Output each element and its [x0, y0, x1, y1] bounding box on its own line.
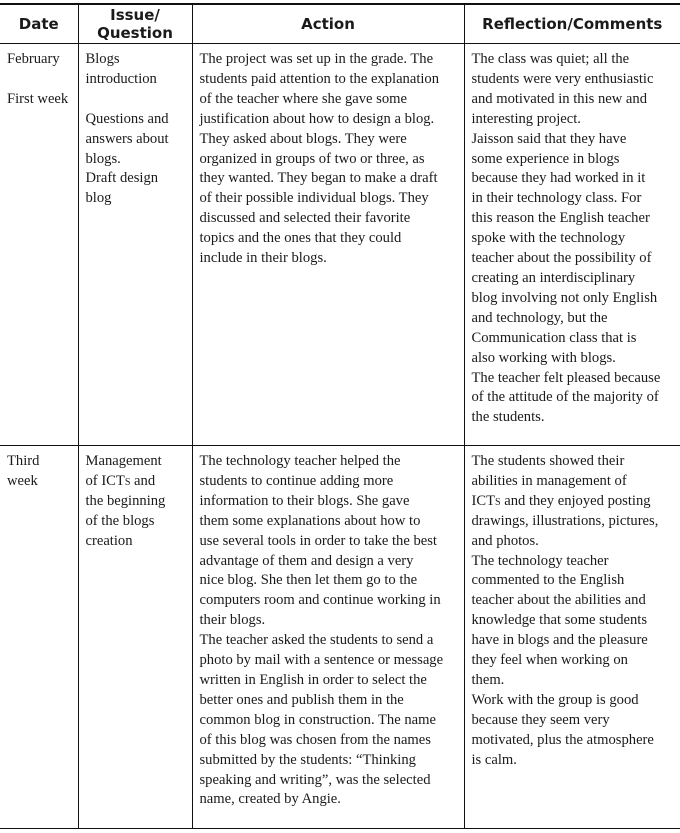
- text-line: Communication class that is: [471, 329, 637, 346]
- text-line: Jaisson said that they have: [471, 130, 627, 147]
- text-line: motivated, plus the atmosphere: [471, 731, 654, 748]
- text-line: The project was set up in the grade. The: [199, 51, 434, 67]
- text-line: them.: [471, 671, 505, 688]
- text-line: use several tools in order to take the best: [199, 532, 437, 549]
- text-line: because they seem very: [471, 711, 610, 728]
- text-line: introduction: [85, 70, 157, 87]
- text-line: blogs.: [85, 150, 121, 167]
- text-line: The class was quiet; all the: [471, 51, 630, 67]
- text-line: teacher about the possibility of: [471, 250, 652, 267]
- text-line: abilities in management of: [471, 472, 627, 489]
- text-line: in their technology class. For: [471, 190, 642, 207]
- text-line: organized in groups of two or three, as: [199, 150, 425, 167]
- date-cell: [0, 446, 78, 829]
- text-line: The teacher felt pleased because: [471, 369, 661, 386]
- text-line: submitted by the students: “Thinking: [199, 751, 416, 768]
- text-line: The students showed their: [471, 453, 625, 469]
- text-line: advantage of them and design a very: [199, 552, 414, 569]
- text-line: of the attitude of the majority of: [471, 389, 659, 406]
- text-line: Draft design: [85, 170, 159, 187]
- text-line: better ones and publish them in the: [199, 691, 404, 708]
- text-line: have in blogs and the pleasure: [471, 632, 648, 649]
- text-line: First week: [7, 90, 69, 107]
- text-line: of the teacher where she gave some: [199, 90, 407, 107]
- text-line: answers about: [85, 130, 169, 147]
- text-line: discussed and selected their favorite: [199, 210, 411, 227]
- table-row: [0, 44, 680, 446]
- text-line: The technology teacher helped the: [199, 453, 401, 469]
- acronym: ICTs: [471, 492, 501, 509]
- text-line: The technology teacher: [471, 552, 609, 569]
- text-line: their blogs.: [199, 612, 266, 629]
- text-line: Work with the group is good: [471, 691, 639, 708]
- text-line: interesting project.: [471, 110, 581, 127]
- text-line: spoke with the technology: [471, 230, 626, 247]
- text-line: include in their blogs.: [199, 250, 327, 267]
- text-line: teacher about the abilities and: [471, 592, 646, 609]
- header-date: Date: [0, 4, 78, 44]
- text-line: they feel when working on: [471, 652, 628, 669]
- acronym: ICTs: [101, 472, 131, 489]
- text-line: The teacher asked the students to send a: [199, 632, 434, 649]
- text-line: nice blog. She then let them go to the: [199, 572, 418, 589]
- text-line: drawings, illustrations, pictures,: [471, 512, 659, 529]
- text-line: them some explanations about how to: [199, 512, 421, 529]
- text-line: computers room and continue working in: [199, 592, 441, 609]
- text-line: photo by mail with a sentence or message: [199, 652, 444, 669]
- text-line: and technology, but the: [471, 309, 608, 326]
- text-line: creation: [85, 532, 133, 549]
- text-line: this reason the English teacher: [471, 210, 650, 227]
- text-line: topics and the ones that they could: [199, 230, 402, 247]
- header-reflection: Reflection/Comments: [464, 4, 680, 44]
- text-line: knowledge that some students: [471, 612, 648, 629]
- header-issue-line: Issue/: [110, 6, 160, 24]
- header-row: [0, 4, 680, 44]
- text-line: creating an interdisciplinary: [471, 269, 636, 286]
- text-line: Blogs: [85, 51, 120, 67]
- text-line: also working with blogs.: [471, 349, 616, 366]
- table-row: [0, 446, 680, 829]
- reflection-cell: [464, 44, 680, 446]
- text-line: of the blogs: [85, 512, 155, 529]
- text-line: the beginning: [85, 492, 166, 509]
- header-action: Action: [192, 4, 464, 44]
- text-line: is calm.: [471, 751, 517, 768]
- text-line: they wanted. They began to make a draft: [199, 170, 438, 187]
- text-line: students were very enthusiastic: [471, 70, 654, 87]
- text-line: of ICTs and: [85, 472, 156, 489]
- header-issue: [78, 4, 192, 44]
- text-line: because they had worked in it: [471, 170, 646, 187]
- text-line: justification about how to design a blog.: [199, 110, 435, 127]
- text-line: common blog in construction. The name: [199, 711, 436, 728]
- text-line: written in English in order to select the: [199, 671, 427, 688]
- journal-table: [0, 3, 680, 829]
- text-line: Questions and: [85, 110, 169, 127]
- text-line: some experience in blogs: [471, 150, 620, 167]
- text-line: blog: [85, 190, 112, 207]
- header-issue-line: Question: [97, 24, 173, 42]
- blank-line: [7, 70, 72, 90]
- date-cell: [0, 44, 78, 446]
- text-line: ICTs and they enjoyed posting: [471, 492, 651, 509]
- action-cell: [192, 44, 464, 446]
- text-line: Third: [7, 453, 40, 469]
- text-line: and photos.: [471, 532, 539, 549]
- text-line: information to their blogs. She gave: [199, 492, 410, 509]
- text-line: and motivated in this new and: [471, 90, 647, 107]
- text-line: They asked about blogs. They were: [199, 130, 407, 147]
- text-line: students paid attention to the explanation: [199, 70, 440, 87]
- text-line: the students.: [471, 409, 545, 426]
- text-line: speaking and writing”, was the selected: [199, 771, 431, 788]
- text-line: blog involving not only English: [471, 289, 658, 306]
- text-line: students to continue adding more: [199, 472, 394, 489]
- issue-cell: [78, 44, 192, 446]
- text-line: week: [7, 472, 38, 489]
- text-line: February: [7, 51, 60, 67]
- text-line: name, created by Angie.: [199, 791, 341, 808]
- action-cell: [192, 446, 464, 829]
- text-line: commented to the English: [471, 572, 625, 589]
- text-line: of this blog was chosen from the names: [199, 731, 431, 748]
- text-line: Management: [85, 453, 162, 469]
- text-line: of their possible individual blogs. They: [199, 190, 429, 207]
- issue-cell: [78, 446, 192, 829]
- reflection-cell: [464, 446, 680, 829]
- blank-line: [86, 90, 186, 110]
